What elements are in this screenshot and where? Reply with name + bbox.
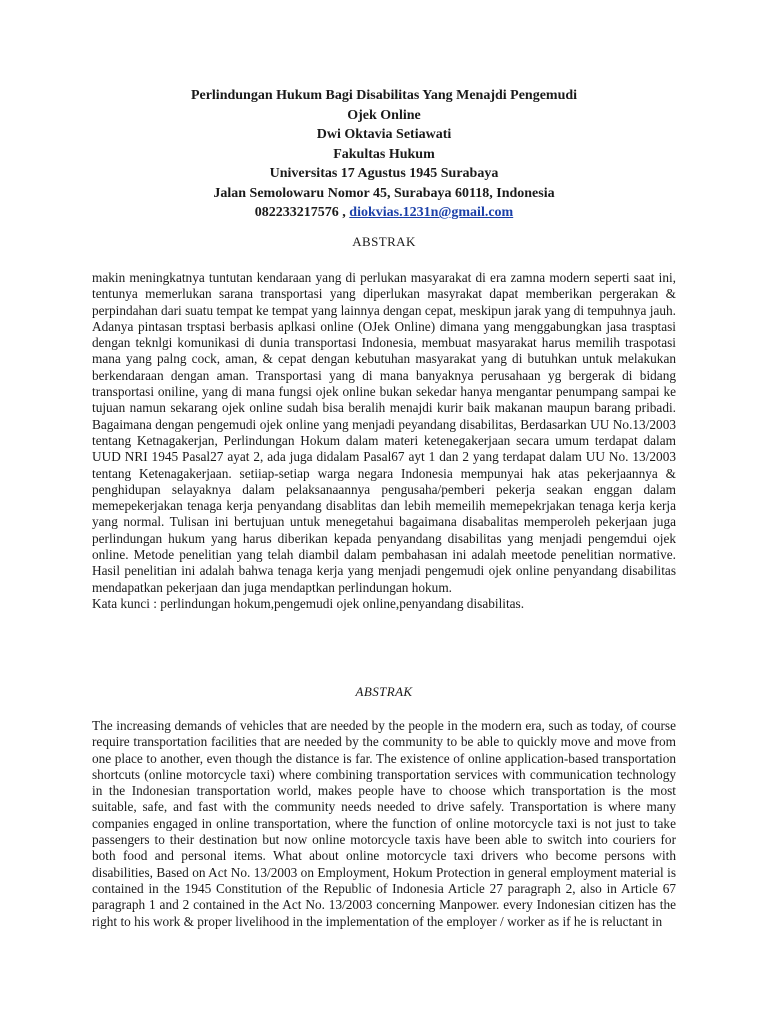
- contact-line: [0, 203, 768, 223]
- abstract-en-section: [92, 718, 676, 930]
- phone-number: 082233217576 ,: [254, 205, 346, 220]
- paper-title-line-2: Ojek Online: [347, 107, 421, 123]
- author-name: Dwi Oktavia Setiawati: [316, 127, 452, 142]
- faculty-name: Fakultas Hukum: [333, 146, 435, 162]
- email-link[interactable]: diokvias.1231n@gmail.com: [349, 205, 514, 220]
- paper-header: [0, 86, 768, 223]
- abstract-id-section: [92, 270, 676, 612]
- abstract-en-body: The increasing demands of vehicles that are needed by the people in the modern era, such as today, of course require transportation facilities that are needed by the community to be able to quickly move and move from one place to another, even though the distance is far. The existence of online application-based transportation shortcuts (online motorcycle taxi) where combining transportation services with communication technology in the Indonesian transportation world, makes people have to choose which transportation is the most suitable, safe, and fast with the community needs needed to drive safely. Transportation is where many companies engaged in online transportation, where the function of online motorcycle taxi is not just to take passengers to their destination but now online motorcycle taxis have been able to switch into couriers for both food and personal items. What about online motorcycle taxi drivers who become persons with disabilities, Based on Act No. 13/2003 on Employment, Hokum Protection in general employment material is contained in the 1945 Constitution of the Republic of Indonesia Article 27 paragraph 2, also in Article 67 paragraph 1 and 2 contained in the Act No. 13/2003 concerning Manpower. every Indonesian citizen has the right to his work & proper livelihood in the implementation of the employer / worker as if he is reluctant in: [92, 718, 676, 929]
- abstract-id-heading: ABSTRAK: [352, 234, 416, 249]
- paper-title-line-1: Perlindungan Hukum Bagi Disabilitas Yang Menajdi Pengemudi: [190, 88, 578, 103]
- university-address: Jalan Semolowaru Nomor 45, Surabaya 60118, Indonesia: [213, 185, 555, 201]
- abstract-id-body: makin meningkatnya tuntutan kendaraan yang di perlukan masyarakat di era zamna modern seperti saat ini, tentunya memerlukan sarana transportasi yang diperlukan masyrakat dapat memberikan pergerakan & perpindahan dari suatu tempat ke tempat yang lainnya dengan cepat, meskipun jarak yang di tempuhnya jauh. Adanya pintasan trsptasi berbasis aplkasi online (OJek Online) dimana yang menggabungkan jasa trasptasi dengan teknlgi komunikasi di dunia transportasi Indonesia, membuat masyarakat harus memilih traspotasi mana yang palng cock, aman, & cepat dengan kebutuhan masyarakat yang di butuhkan untuk melakukan berkendaraan dengan aman. Transportasi yang di mana banyaknya perusahaan yg bergerak di bidang transportasi oniline, yang di mana fungsi ojek online bukan sekedar hanya mengantar penumpang sampai ke tujuan namun sekarang ojek online sudah bisa beralih menajdi kurir baik makanan maupun barang pribadi. Bagaimana dengan pengemudi ojek online yang menjadi peyandang disabilitas, Berdasarkan UU No.13/2003 tentang Ketnagakerjan, Perlindungan Hokum dalam materi ketenegakerjaan secara umum terdapat dalam UUD NRI 1945 Pasal27 ayat 2, ada juga didalam Pasal67 ayt 1 dan 2 yang terdapat dalam UU No. 13/2003 tentang Ketenagakerjaan. setiiap-setiap warga negara Indonesia mempunyai hak atas pekerjaannya & penghidupan selayaknya dalam pelaksanaannya pengusaha/pemberi pekerja seakan enggan dalam memepekerjakan tenaga kerja penyandang disablitas dan lebih memeilih memepekrjakan tenaga kerja kerja yang normal. Tulisan ini bertujuan untuk menegetahui bagaimana disabalitas memperoleh pekerjaan juga perlindungan hukum yang harus diberikan kepada penyandang disabilitas yang menjadi pengemdui ojek online. Metode penelitian yang telah diambil dalam pembahasan ini adalah meetode penelitian normative. Hasil penelitian ini adalah bahwa tenaga kerja yang menjadi pengemudi ojek online penyandang disabilitas mendapatkan pekerjaan dan juga mendaptkan perlindungan hokum.: [92, 270, 676, 595]
- abstract-en-heading: ABSTRAK: [355, 684, 413, 699]
- abstract-id-keywords: Kata kunci : perlindungan hokum,pengemudi ojek online,penyandang disabilitas.: [92, 595, 525, 611]
- university-name: Universitas 17 Agustus 1945 Surabaya: [269, 166, 499, 181]
